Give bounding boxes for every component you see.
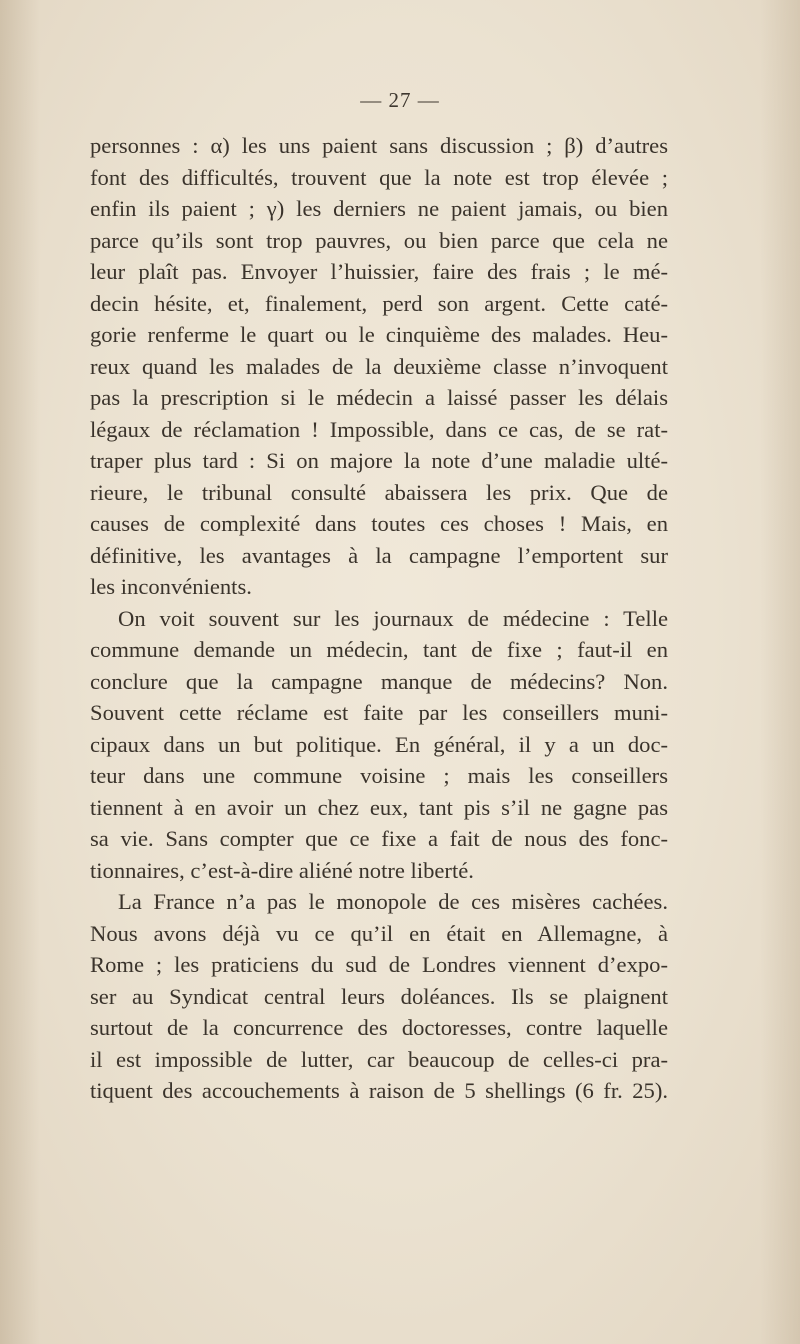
body-text [90, 130, 668, 1107]
text-line: cipaux dans un but politique. En général, il y a un doc- [90, 731, 668, 757]
text-line: Souvent cette réclame est faite par les conseillers muni- [90, 700, 668, 725]
text-line: font des difficultés, trouvent que la note est trop élevée ; [90, 164, 668, 190]
text-line: personnes : α) les uns paient sans discussion ; β) d’autres [90, 133, 668, 158]
text-line: conclure que la campagne manque de médecins? Non. [90, 668, 668, 694]
text-line: surtout de la concurrence des doctoresses, contre laquelle [90, 1015, 668, 1040]
text-line: decin hésite, et, finalement, perd son argent. Cette caté- [90, 290, 668, 316]
text-line: parce qu’ils sont trop pauvres, ou bien parce que cela ne [90, 227, 668, 253]
text-line: teur dans une commune voisine ; mais les conseillers [90, 763, 668, 788]
text-line: rieure, le tribunal consulté abaissera les prix. Que de [90, 479, 668, 505]
text-line: sa vie. Sans compter que ce fixe a fait de nous des fonc- [90, 826, 668, 851]
paragraph [90, 130, 668, 603]
paragraph [90, 603, 668, 887]
text-line: traper plus tard : Si on majore la note d’une maladie ulté- [90, 448, 668, 473]
text-line: pas la prescription si le médecin a laissé passer les délais [90, 385, 668, 410]
text-line: commune demande un médecin, tant de fixe ; faut-il en [90, 637, 668, 662]
text-line: tionnaires, c’est-à-dire aliéné notre liberté. [90, 857, 474, 883]
text-line: Rome ; les praticiens du sud de Londres viennent d’expo- [90, 952, 668, 977]
text-line: il est impossible de lutter, car beaucoup de celles-ci pra- [90, 1046, 668, 1072]
text-line: légaux de réclamation ! Impossible, dans ce cas, de se rat- [90, 416, 668, 442]
text-line: tiennent à en avoir un chez eux, tant pis s’il ne gagne pas [90, 794, 668, 820]
text-line: On voit souvent sur les journaux de médecine : Telle [118, 605, 668, 631]
text-line: Nous avons déjà vu ce qu’il en était en Allemagne, à [90, 920, 668, 946]
text-line: reux quand les malades de la deuxième classe n’invoquent [90, 353, 668, 379]
text-line: La France n’a pas le monopole de ces misères cachées. [118, 889, 668, 914]
text-line: gorie renferme le quart ou le cinquième des malades. Heu- [90, 322, 668, 347]
text-line: ser au Syndicat central leurs doléances. Ils se plaignent [90, 983, 668, 1009]
text-line: enfin ils paient ; γ) les derniers ne paient jamais, ou bien [90, 196, 668, 221]
text-line: tiquent des accouchements à raison de 5 shellings (6 fr. 25). [90, 1078, 668, 1103]
paragraph [90, 886, 668, 1107]
text-line: causes de complexité dans toutes ces choses ! Mais, en [90, 511, 668, 536]
page-edge-shadow-left [0, 0, 40, 1344]
page-edge-shadow-right [760, 0, 800, 1344]
text-line: définitive, les avantages à la campagne l’emportent sur [90, 542, 668, 568]
text-line: les inconvénients. [90, 574, 252, 599]
page-number: — 27 — [360, 88, 440, 112]
text-line: leur plaît pas. Envoyer l’huissier, faire des frais ; le mé- [90, 259, 668, 284]
